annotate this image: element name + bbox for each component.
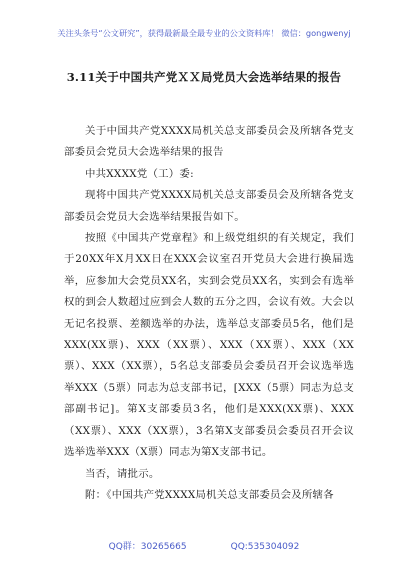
document-body — [64, 121, 354, 506]
paragraph-election-details: 按照《中国共产党章程》和上级党组织的有关规定，我们于20XX年X月XX日在XXX会议室召开党员大会进行换届选举，应参加大会党员XX名，实到会党员XX名，实到会有选举权的到会人数超过应到会人数的五分之四，会议有效。大会以无记名投票、差额选举的办法，选举总支部委员5名，他们是XXX(XX票)、XXX（XX票）、XXX（XX票）、XXX（XX票）、XXX（XX票），5名总支部委员会委员召开会议选举选举XXX（5票）同志为总支部书记，[XXX（5票）同志为总支部副书记]。第X支部委员3名，他们是XXX(XX票)、XXX（XX票）、XXX（XX票），3名第X支部委员会委员召开会议选举选举XXX（X票）同志为第X支部书记。 — [64, 232, 354, 459]
document-title: 3.11关于中国共产党ＸＸ局党员大会选举结果的报告 — [66, 70, 342, 84]
footer-qq-group: QQ群：30265665 — [108, 542, 187, 552]
paragraph-intro: 现将中国共产党XXXX局机关总支部委员会及所辖各党支部委员会党员大会选举结果报告如下。 — [64, 189, 354, 223]
paragraph-subject: 关于中国共产党XXXX局机关总支部委员会及所辖各党支部委员会党员大会选举结果的报告 — [64, 125, 354, 159]
paragraph-request: 当否，请批示。 — [85, 467, 160, 480]
footer-contact — [0, 539, 408, 552]
paragraph-addressee: 中共XXXX党（工）委: — [85, 167, 194, 180]
paragraph-attachment: 附：《中国共产党XXXX局机关总支部委员会及所辖各 — [85, 488, 334, 501]
footer-qq: QQ:535304092 — [230, 542, 300, 552]
header-note: 关注头条号“公文研究”，获得最新最全最专业的公文资料库！ 微信：gongwenyj — [57, 28, 351, 38]
